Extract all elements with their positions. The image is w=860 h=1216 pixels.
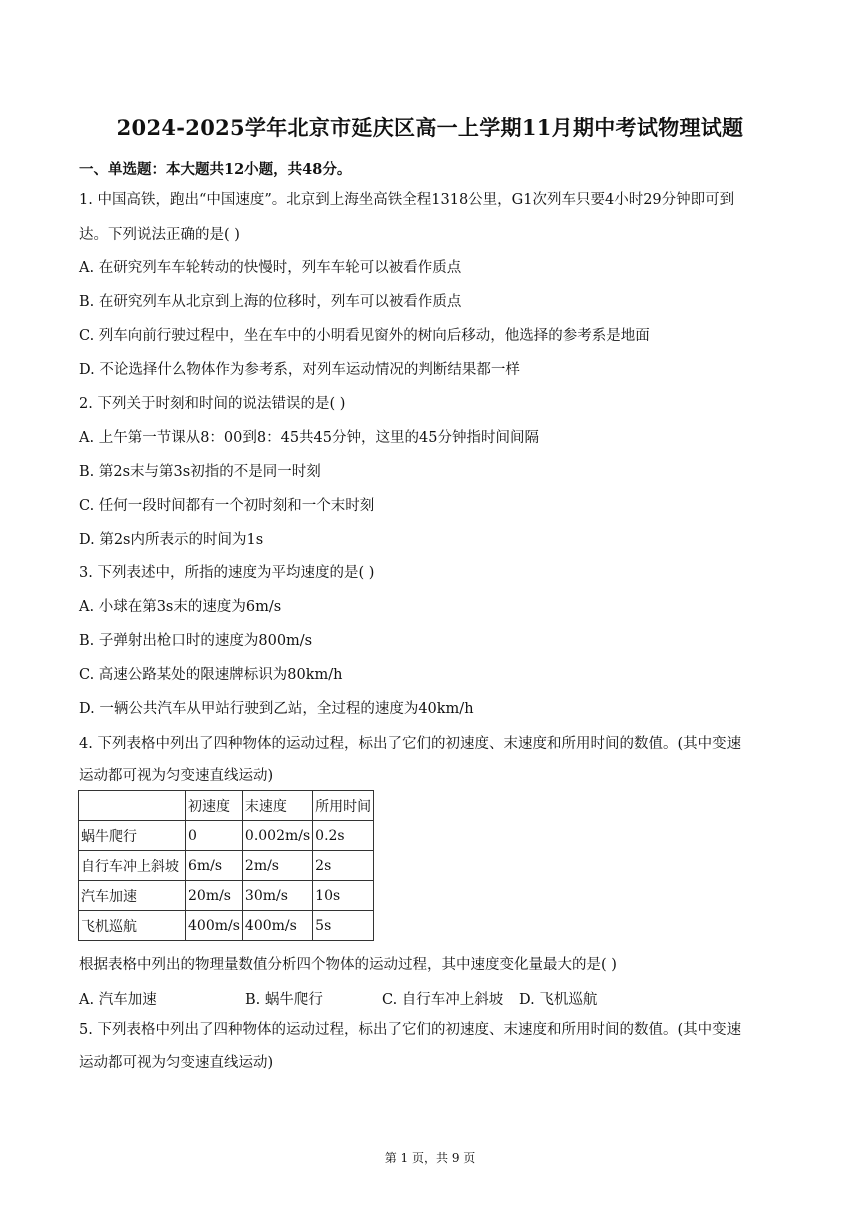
table-cell: 蜗牛爬行 xyxy=(79,821,186,851)
q4-option-c: C. 自行车冲上斜坡 xyxy=(382,992,504,1008)
q2-option-d: D. 第2s内所表示的时间为1s xyxy=(79,532,264,548)
q1-option-c: C. 列车向前行驶过程中，坐在车中的小明看见窗外的树向后移动，他选择的参考系是地面 xyxy=(79,328,650,344)
table-header-cell: 所用时间 xyxy=(313,791,374,821)
q4-stem-line2: 运动都可视为匀变速直线运动) xyxy=(79,768,274,784)
q4-option-b: B. 蜗牛爬行 xyxy=(245,992,323,1008)
q2-option-b: B. 第2s末与第3s初指的不是同一时刻 xyxy=(79,464,321,480)
q4-option-a: A. 汽车加速 xyxy=(79,992,157,1008)
q3-option-c: C. 高速公路某处的限速牌标识为80km/h xyxy=(79,667,343,683)
table-cell: 汽车加速 xyxy=(79,881,186,911)
q2-option-a: A. 上午第一节课从8：00到8：45共45分钟，这里的45分钟指时间间隔 xyxy=(79,430,539,446)
q3-option-a: A. 小球在第3s末的速度为6m/s xyxy=(79,599,282,615)
table-row xyxy=(79,851,374,881)
q1-option-a: A. 在研究列车车轮转动的快慢时，列车车轮可以被看作质点 xyxy=(79,260,462,276)
table-header-cell: 末速度 xyxy=(242,791,312,821)
table-cell: 0.002m/s xyxy=(242,821,312,851)
q1-stem-line2: 达。下列说法正确的是( ) xyxy=(79,227,240,243)
table-cell: 飞机巡航 xyxy=(79,911,186,941)
table-cell: 20m/s xyxy=(186,881,243,911)
q3-option-b: B. 子弹射出枪口时的速度为800m/s xyxy=(79,633,313,649)
table-header-row xyxy=(79,791,374,821)
page-title: 2024-2025学年北京市延庆区高一上学期11月期中考试物理试题 xyxy=(116,115,744,140)
table-row xyxy=(79,821,374,851)
page-footer: 第 1 页，共 9 页 xyxy=(384,1151,476,1165)
table-header-cell xyxy=(79,791,186,821)
table-cell: 2s xyxy=(313,851,374,881)
q1-option-b: B. 在研究列车从北京到上海的位移时，列车可以被看作质点 xyxy=(79,294,462,310)
table-cell: 5s xyxy=(313,911,374,941)
q5-stem-line1: 5. 下列表格中列出了四种物体的运动过程，标出了它们的初速度、末速度和所用时间的数值。(其中变速 xyxy=(79,1022,742,1038)
table-cell: 自行车冲上斜坡 xyxy=(79,851,186,881)
q1-stem-line1: 1. 中国高铁，跑出“中国速度”。北京到上海坐高铁全程1318公里，G1次列车只要4小时29分钟即可到 xyxy=(79,192,735,208)
motion-table xyxy=(78,790,374,941)
table-header-cell: 初速度 xyxy=(186,791,243,821)
q4-question: 根据表格中列出的物理量数值分析四个物体的运动过程，其中速度变化量最大的是( ) xyxy=(79,957,617,973)
q1-option-d: D. 不论选择什么物体作为参考系，对列车运动情况的判断结果都一样 xyxy=(79,362,520,378)
q4-option-d: D. 飞机巡航 xyxy=(519,992,598,1008)
table-cell: 400m/s xyxy=(186,911,243,941)
q3-stem: 3. 下列表述中，所指的速度为平均速度的是( ) xyxy=(79,565,375,581)
q2-stem: 2. 下列关于时刻和时间的说法错误的是( ) xyxy=(79,396,346,412)
q3-option-d: D. 一辆公共汽车从甲站行驶到乙站，全过程的速度为40km/h xyxy=(79,701,474,717)
table-row xyxy=(79,881,374,911)
q2-option-c: C. 任何一段时间都有一个初时刻和一个末时刻 xyxy=(79,498,375,514)
table-row xyxy=(79,911,374,941)
table-cell: 30m/s xyxy=(242,881,312,911)
table-cell: 0 xyxy=(186,821,243,851)
table-cell: 0.2s xyxy=(313,821,374,851)
table-cell: 2m/s xyxy=(242,851,312,881)
q5-stem-line2: 运动都可视为匀变速直线运动) xyxy=(79,1055,274,1071)
table-cell: 10s xyxy=(313,881,374,911)
table-cell: 400m/s xyxy=(242,911,312,941)
q4-stem-line1: 4. 下列表格中列出了四种物体的运动过程，标出了它们的初速度、末速度和所用时间的数值。(其中变速 xyxy=(79,736,742,752)
section-heading: 一、单选题：本大题共12小题，共48分。 xyxy=(79,161,352,178)
table-cell: 6m/s xyxy=(186,851,243,881)
